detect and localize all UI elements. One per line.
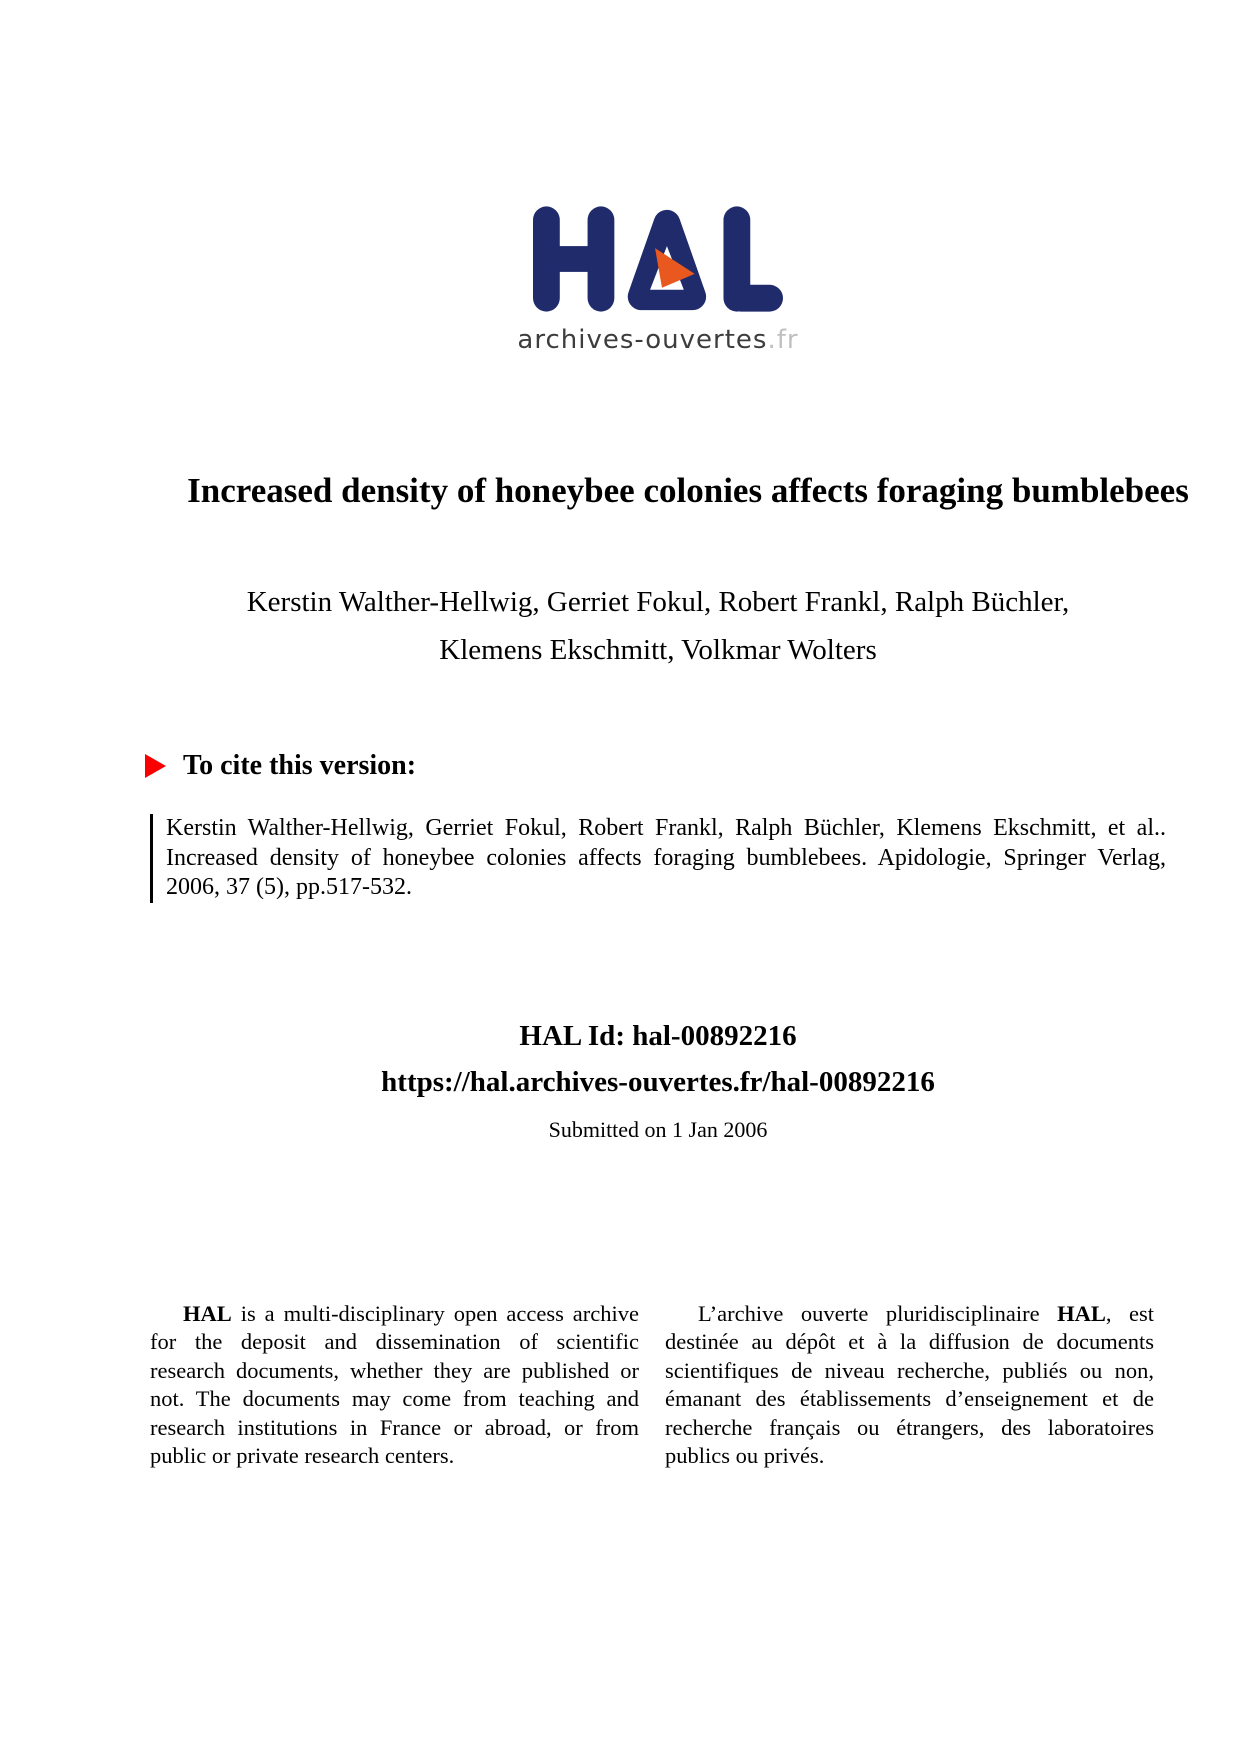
about-french-before: L’archive ouverte pluridisciplinaire bbox=[698, 1301, 1058, 1326]
authors-line-2: Klemens Ekschmitt, Volkmar Wolters bbox=[439, 634, 877, 666]
about-english bbox=[150, 1300, 639, 1470]
submitted-date: Submitted on 1 Jan 2006 bbox=[548, 1117, 768, 1142]
red-triangle-bullet-icon bbox=[145, 754, 166, 778]
hal-id: HAL Id: hal-00892216 bbox=[519, 1020, 797, 1052]
about-french-lead: HAL bbox=[1057, 1301, 1106, 1326]
paper-authors bbox=[150, 578, 1166, 674]
hal-logo bbox=[150, 206, 1166, 355]
about-english-lead: HAL bbox=[183, 1301, 232, 1326]
paper-title: Increased density of honeybee colonies affects foraging bumblebees bbox=[187, 471, 1189, 510]
about-columns bbox=[150, 1300, 1154, 1470]
citation-block: Kerstin Walther-Hellwig, Gerriet Fokul, Robert Frankl, Ralph Büchler, Klemens Ekschmitt, et al.. Increased density of honeybee colonies affects foraging bumblebees. Apidologie, Springer Verlag, 2006, 37 (5), pp.517-532. bbox=[150, 814, 1166, 903]
hal-logo-subtitle bbox=[150, 325, 1166, 355]
authors-line-1: Kerstin Walther-Hellwig, Gerriet Fokul, Robert Frankl, Ralph Büchler, bbox=[246, 586, 1070, 618]
cite-heading bbox=[145, 750, 416, 782]
logo-subtext: archives-ouvertes bbox=[517, 325, 768, 355]
hal-url-link[interactable]: https://hal.archives-ouvertes.fr/hal-00892216 bbox=[381, 1066, 935, 1098]
about-french-text: , est destinée au dépôt et à la diffusion de documents scientifiques de niveau recherche, publiés ou non, émanant des établissements d’enseignement et de recherche français ou étrangers, des laboratoires publics ou privés. bbox=[665, 1301, 1154, 1469]
logo-subtext-tld: .fr bbox=[767, 325, 799, 355]
cite-heading-label: To cite this version: bbox=[183, 750, 417, 781]
about-english-text: is a multi-disciplinary open access archive for the deposit and dissemination of scientific research documents, whether they are published or not. The documents may come from teaching and research institutions in France or abroad, or from public or private research centers. bbox=[150, 1301, 639, 1469]
hal-logo-icon bbox=[533, 206, 783, 312]
about-french bbox=[665, 1300, 1154, 1470]
